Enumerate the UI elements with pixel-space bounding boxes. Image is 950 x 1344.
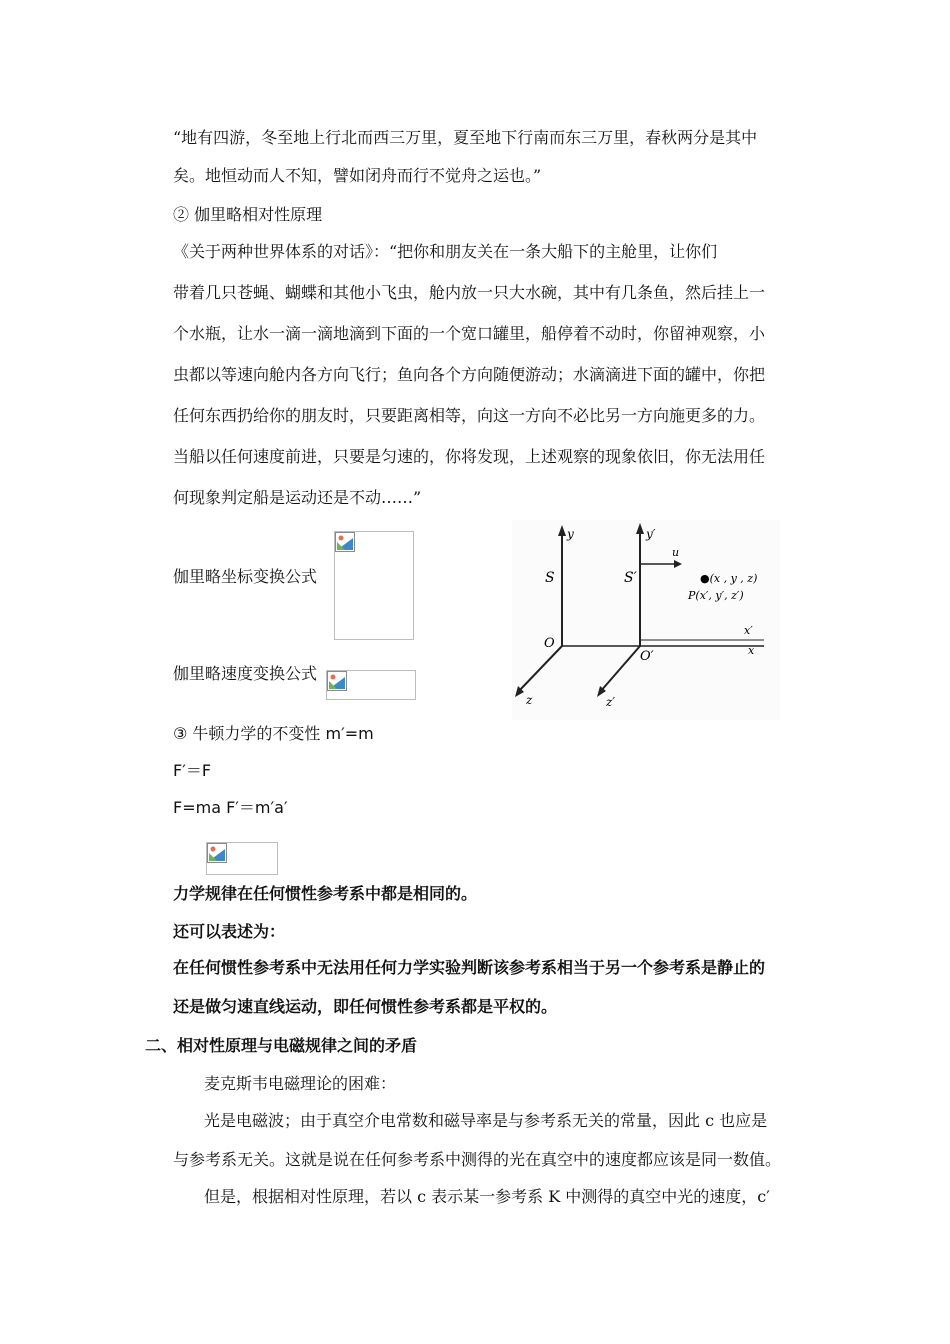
bold-statement: 在任何惯性参考系中无法用任何力学实验判断该参考系相当于另一个参考系是静止的 [173,958,766,977]
velocity-u-label: u [672,546,680,559]
broken-image-icon [207,843,227,863]
quote-line: 个水瓶，让水一滴一滴地滴到下面的一个宽口罐里，船停着不动时，你留神观察，小 [173,324,766,343]
paragraph-line: “地有四游，冬至地上行北而西三万里，夏至地下行南而东三万里，春秋两分是其中 [173,128,758,147]
bold-statement: 还是做匀速直线运动，即任何惯性参考系都是平权的。 [173,997,558,1016]
origin-o-prime-label: O′ [640,649,654,664]
quote-line: 任何东西扔给你的朋友时，只要距离相等，向这一方向不必比另一方向施更多的力。 [173,406,766,425]
force-equation: F′＝F [173,761,212,780]
newton-law-equation: F=ma F′＝m′a′ [173,798,288,817]
quote-line: 带着几只苍蝇、蝴蝶和其他小飞虫，舱内放一只大水碗，其中有几条鱼，然后挂上一 [173,283,766,302]
y-axis-label: y [567,527,574,541]
paragraph-line: 麦克斯韦电磁理论的困难： [204,1074,397,1093]
broken-image-icon [335,532,355,552]
section-heading: 二、相对性原理与电磁规律之间的矛盾 [145,1036,418,1055]
quote-line: 当船以任何速度前进，只要是匀速的，你将发现，上述观察的现象依旧，你无法用任 [173,447,766,466]
quote-line: 《关于两种世界体系的对话》：“把你和朋友关在一条大船下的主舱里，让你们 [173,242,718,261]
velocity-transform-label: 伽里略速度变换公式 [173,664,318,683]
coord-formula-image [334,531,414,640]
subheading: ② 伽里略相对性原理 [173,205,323,224]
point-coords-label: ●(x , y , z) [700,572,758,585]
z-axis-label: z [526,693,533,707]
origin-o-label: O [544,636,555,651]
point-p-label: P(x′, y′, z′) [688,589,744,602]
z-prime-axis-label: z′ [606,695,616,709]
y-prime-axis-label: y′ [646,527,656,541]
frame-s-label: S [545,570,555,586]
paragraph-line: 矣。地恒动而人不知，譬如闭舟而行不觉舟之运也。” [173,166,542,185]
x-axis-label: x [748,644,755,657]
coord-transform-label: 伽里略坐标变换公式 [173,567,318,586]
bold-statement: 还可以表述为： [173,922,286,941]
paragraph-line: 但是，根据相对性原理，若以 c 表示某一参考系 K 中测得的真空中光的速度，c′ [204,1187,770,1206]
galilean-frames-diagram [512,520,780,720]
broken-image-icon [327,671,347,691]
formula-image [206,842,278,875]
paragraph-line: 光是电磁波；由于真空介电常数和磁导率是与参考系无关的常量，因此 c 也应是 [204,1111,768,1130]
quote-line: 何现象判定船是运动还是不动……” [173,488,422,507]
velocity-formula-image [326,670,416,700]
paragraph-line: 与参考系无关。这就是说在任何参考系中测得的光在真空中的速度都应该是同一数值。 [173,1150,782,1169]
frame-s-prime-label: S′ [624,570,637,586]
quote-line: 虫都以等速向舱内各方向飞行；鱼向各个方向随便游动；水滴滴进下面的罐中，你把 [173,365,766,384]
newton-invariance-line: ③ 牛顿力学的不变性 m′=m [173,724,374,743]
bold-statement: 力学规律在任何惯性参考系中都是相同的。 [173,884,478,903]
x-prime-axis-label: x′ [744,624,753,637]
